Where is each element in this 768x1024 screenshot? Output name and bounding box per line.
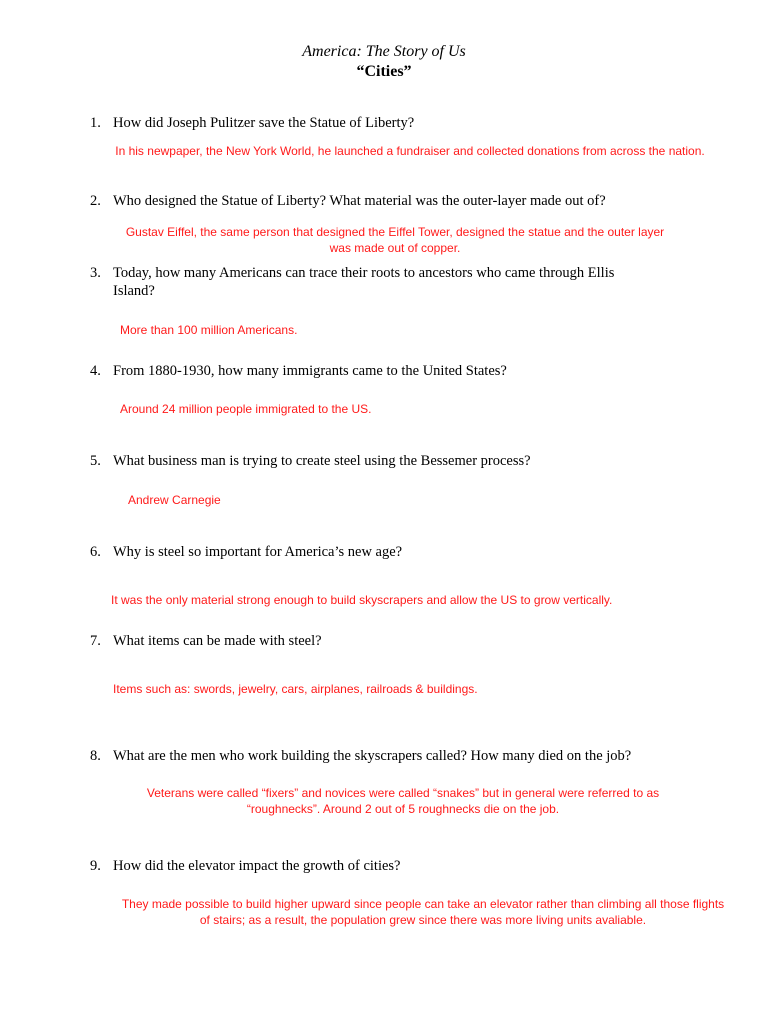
question-text: Today, how many Americans can trace their roots to ancestors who came through Ellis Island? [113, 265, 615, 299]
answer-text: Andrew Carnegie [128, 493, 221, 507]
answer-text: Veterans were called “fixers” and novices were called “snakes” but in general were referred to as “roughnecks”. Around 2 out of 5 roughnecks die on the job. [146, 786, 660, 816]
question-number: 5. [90, 453, 101, 469]
answer-text: Around 24 million people immigrated to the US. [120, 402, 372, 416]
question-text: Why is steel so important for America’s new age? [113, 544, 403, 560]
question-text: How did the elevator impact the growth of cities? [113, 858, 401, 874]
document-title: America: The Story of Us [302, 43, 466, 60]
question-text: How did Joseph Pulitzer save the Statue of Liberty? [113, 115, 415, 131]
question-text: What business man is trying to create steel using the Bessemer process? [113, 453, 531, 469]
answer-text: They made possible to build higher upward since people can take an elevator rather than climbing all those flights of stairs; as a result, the population grew since there was more living units avaliable. [121, 897, 725, 927]
answer-text: In his newpaper, the New York World, he launched a fundraiser and collected donations from across the nation. [115, 144, 705, 158]
question-number: 6. [90, 544, 101, 560]
question-text: Who designed the Statue of Liberty? What material was the outer-layer made out of? [113, 193, 606, 209]
answer-text: It was the only material strong enough to build skyscrapers and allow the US to grow vertically. [111, 593, 613, 607]
question-number: 3. [90, 265, 101, 281]
answer-text: Items such as: swords, jewelry, cars, airplanes, railroads & buildings. [113, 682, 478, 696]
question-number: 9. [90, 858, 101, 874]
question-number: 1. [90, 115, 101, 131]
answer-text: Gustav Eiffel, the same person that designed the Eiffel Tower, designed the statue and the outer layer was made out of copper. [125, 225, 665, 255]
question-text: What items can be made with steel? [113, 633, 322, 649]
question-text: What are the men who work building the skyscrapers called? How many died on the job? [113, 748, 632, 764]
question-number: 7. [90, 633, 101, 649]
question-text: From 1880-1930, how many immigrants came to the United States? [113, 363, 507, 379]
question-number: 2. [90, 193, 101, 209]
document-subtitle: “Cities” [356, 63, 412, 80]
question-number: 8. [90, 748, 101, 764]
question-number: 4. [90, 363, 101, 379]
answer-text: More than 100 million Americans. [120, 323, 298, 337]
